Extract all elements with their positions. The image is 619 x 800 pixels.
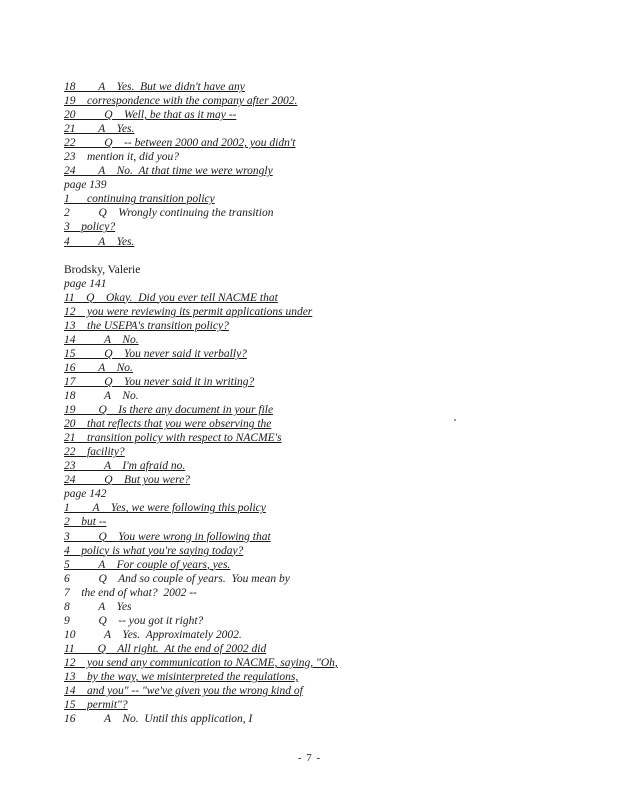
page-number-footer: [0, 752, 619, 764]
transcript-excerpt: [64, 80, 584, 726]
transcript-line: 24 Q But you were?: [64, 474, 191, 487]
scan-speck: [454, 419, 456, 421]
transcript-line: 7 the end of what? 2002 --: [64, 586, 197, 599]
transcript-line: 20 that reflects that you were observing the: [64, 418, 272, 431]
transcript-line: 13 by the way, we misinterpreted the regulations,: [64, 670, 299, 683]
transcript-line: 15 Q You never said it verbally?: [64, 347, 247, 360]
transcript-line: 21 transition policy with respect to NACME's: [64, 432, 282, 445]
transcript-line: 20 Q Well, be that as it may --: [64, 109, 237, 122]
transcript-line: 22 Q -- between 2000 and 2002, you didn't: [64, 137, 296, 150]
transcript-line: 4 policy is what you're saying today?: [64, 544, 244, 557]
transcript-line: 5 A For couple of years, yes.: [64, 558, 231, 571]
transcript-line: 3 policy?: [64, 221, 116, 234]
transcript-line: 11 ___ Q All right. At the end of 2002 did: [64, 642, 267, 655]
transcript-line: 12 you were reviewing its permit applications under: [64, 305, 313, 318]
transcript-line: 1 ___ A Yes, we were following this policy: [64, 502, 266, 515]
transcript-group-2: [64, 277, 584, 727]
page-marker: page 142: [64, 488, 107, 501]
transcript-line: 14 and you" -- "we've given you the wrong kind of: [64, 685, 303, 698]
transcript-line: 9 Q -- you got it right?: [64, 614, 204, 627]
transcript-line: 16 A No. Until this application, I: [64, 713, 253, 726]
transcript-line: 18 A No.: [64, 390, 139, 403]
transcript-line: 4 A Yes.: [64, 235, 135, 248]
transcript-line: 2 Q Wrongly continuing the transition: [64, 207, 274, 220]
transcript-line: 3 Q You were wrong in following that: [64, 530, 271, 543]
transcript-line: 23 A I'm afraid no.: [64, 460, 186, 473]
transcript-line: 15 permit"?: [64, 699, 128, 712]
transcript-line: 24 ___ A No. At that time we were wrongly: [64, 165, 273, 178]
transcript-line: 8 A Yes: [64, 600, 132, 613]
transcript-line: 17 Q You never said it in writing?: [64, 375, 255, 388]
page-marker: page 141: [64, 277, 107, 290]
transcript-line: 6 Q And so couple of years. You mean by: [64, 572, 290, 585]
transcript-line: 23 mention it, did you?: [64, 151, 179, 164]
transcript-line: 1 __ continuing transition policy: [64, 193, 215, 206]
transcript-line: 12 you send any communication to NACME, saying, "Oh,: [64, 656, 338, 669]
transcript-group-1: [64, 80, 584, 249]
transcript-line: 18 ___ A Yes. But we didn't have any: [64, 81, 245, 93]
transcript-line: 21 ___ A Yes.: [64, 123, 135, 136]
page-number: - 7 -: [297, 752, 322, 764]
transcript-line: 10 A Yes. Approximately 2002.: [64, 628, 242, 641]
speaker-heading: Brodsky, Valerie: [64, 263, 141, 276]
transcript-line: 13 the USEPA's transition policy?: [64, 319, 229, 332]
transcript-line: 14 A No.: [64, 333, 139, 346]
spacer: [64, 249, 584, 263]
transcript-line: 22 facility?: [64, 446, 125, 459]
page-marker: page 139: [64, 179, 107, 192]
transcript-line: 11 Q Okay. Did you ever tell NACME that: [64, 291, 278, 304]
transcript-line: 19 correspondence with the company after 2002.: [64, 95, 298, 108]
transcript-line: 19 ___ Q Is there any document in your file: [64, 404, 274, 417]
transcript-line: 2 but --: [64, 516, 107, 529]
transcript-line: 16 ___ A No.: [64, 361, 133, 374]
